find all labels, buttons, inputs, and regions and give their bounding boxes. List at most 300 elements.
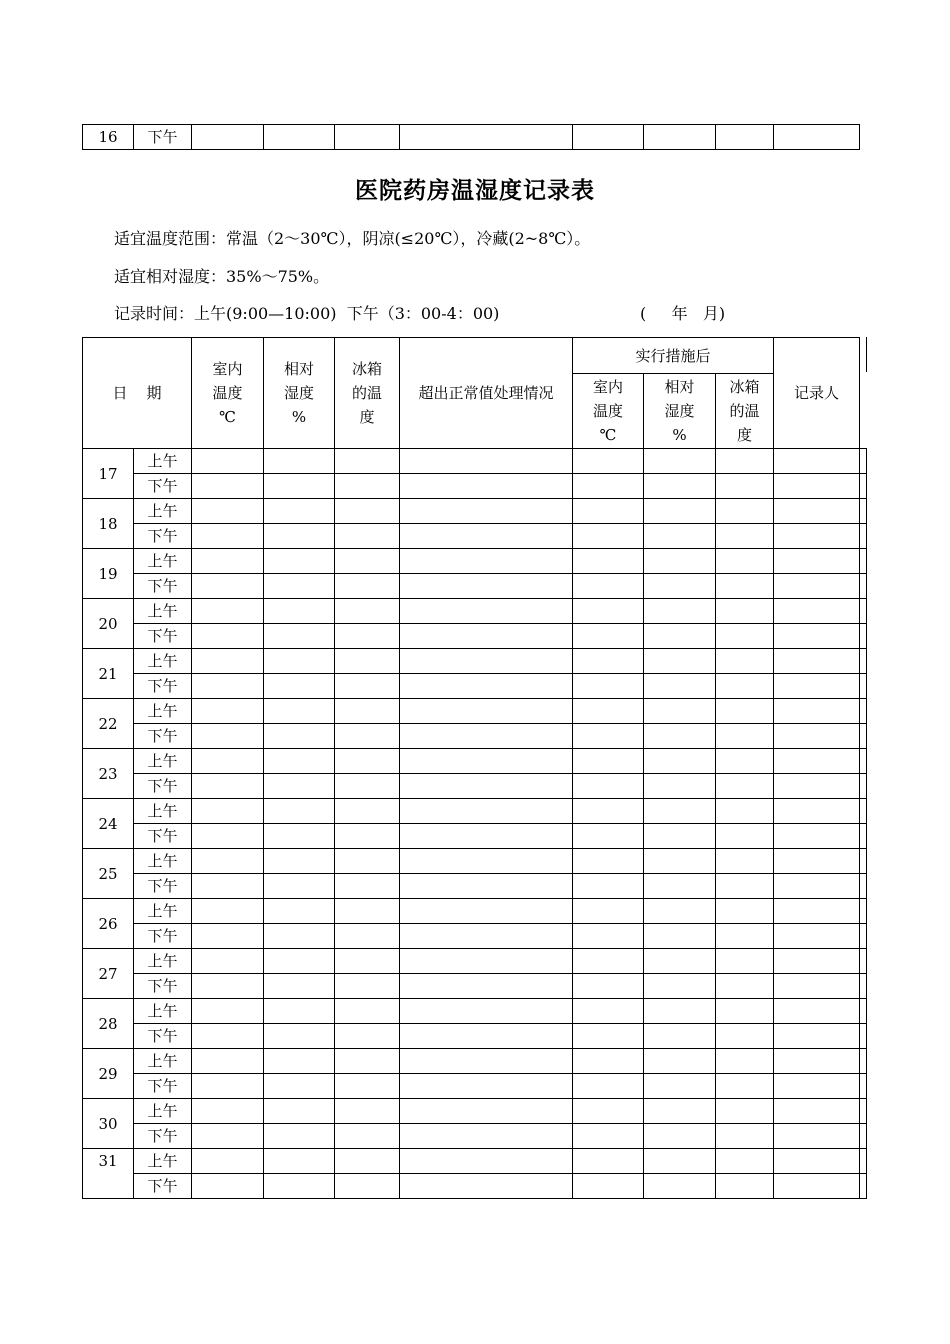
- empty-cell[interactable]: [192, 549, 264, 574]
- empty-cell[interactable]: [644, 849, 716, 874]
- empty-cell[interactable]: [774, 524, 860, 549]
- empty-cell[interactable]: [192, 699, 264, 724]
- empty-cell[interactable]: [335, 774, 400, 799]
- header-row: [83, 338, 860, 374]
- empty-cell[interactable]: [774, 549, 860, 574]
- rule-stub: [859, 1048, 867, 1049]
- day-cell: 16: [83, 125, 134, 150]
- empty-cell[interactable]: [716, 799, 774, 824]
- recorder-header: 记录人: [774, 338, 860, 449]
- empty-cell[interactable]: [264, 125, 335, 150]
- empty-cell[interactable]: [400, 549, 573, 574]
- day-cell: 29: [83, 1049, 134, 1099]
- rule-stub: [859, 1123, 867, 1124]
- empty-cell[interactable]: [644, 1074, 716, 1099]
- period-cell: 下午: [134, 1174, 192, 1199]
- empty-cell[interactable]: [716, 874, 774, 899]
- header-line: 相对: [664, 378, 695, 396]
- empty-cell[interactable]: [400, 524, 573, 549]
- empty-cell[interactable]: [192, 1174, 264, 1199]
- empty-cell[interactable]: [264, 699, 335, 724]
- period-cell: 下午: [134, 125, 192, 150]
- empty-cell[interactable]: [774, 1074, 860, 1099]
- empty-cell[interactable]: [774, 1149, 860, 1174]
- empty-cell[interactable]: [644, 974, 716, 999]
- empty-cell[interactable]: [335, 449, 400, 474]
- empty-cell[interactable]: [335, 749, 400, 774]
- empty-cell[interactable]: [192, 474, 264, 499]
- period-cell: 下午: [134, 474, 192, 499]
- table-row: [83, 699, 860, 724]
- table-row: [83, 899, 860, 924]
- period-cell: 上午: [134, 449, 192, 474]
- empty-cell[interactable]: [716, 599, 774, 624]
- empty-cell[interactable]: [335, 574, 400, 599]
- empty-cell[interactable]: [774, 1099, 860, 1124]
- empty-cell[interactable]: [264, 724, 335, 749]
- empty-cell[interactable]: [716, 824, 774, 849]
- empty-cell[interactable]: [264, 874, 335, 899]
- empty-cell[interactable]: [573, 1049, 644, 1074]
- empty-cell[interactable]: [716, 524, 774, 549]
- empty-cell[interactable]: [400, 499, 573, 524]
- empty-cell[interactable]: [644, 924, 716, 949]
- empty-cell[interactable]: [192, 874, 264, 899]
- empty-cell[interactable]: [192, 624, 264, 649]
- empty-cell[interactable]: [573, 774, 644, 799]
- empty-cell[interactable]: [264, 599, 335, 624]
- empty-cell[interactable]: [644, 649, 716, 674]
- empty-cell[interactable]: [644, 474, 716, 499]
- empty-cell[interactable]: [573, 824, 644, 849]
- empty-cell[interactable]: [644, 1024, 716, 1049]
- empty-cell[interactable]: [264, 474, 335, 499]
- empty-cell[interactable]: [335, 1049, 400, 1074]
- table-row: [83, 749, 860, 774]
- empty-cell[interactable]: [573, 1099, 644, 1124]
- empty-cell[interactable]: [774, 474, 860, 499]
- empty-cell[interactable]: [573, 899, 644, 924]
- empty-cell[interactable]: [264, 549, 335, 574]
- empty-cell[interactable]: [573, 649, 644, 674]
- empty-cell[interactable]: [335, 874, 400, 899]
- empty-cell[interactable]: [573, 874, 644, 899]
- empty-cell[interactable]: [400, 949, 573, 974]
- rule-stub: [859, 1148, 867, 1149]
- empty-cell[interactable]: [335, 524, 400, 549]
- empty-cell[interactable]: [774, 874, 860, 899]
- empty-cell[interactable]: [264, 574, 335, 599]
- empty-cell[interactable]: [335, 624, 400, 649]
- day-cell: 31: [83, 1149, 134, 1199]
- empty-cell[interactable]: [716, 724, 774, 749]
- day-cell: 24: [83, 799, 134, 849]
- empty-cell[interactable]: [192, 899, 264, 924]
- day-cell: 19: [83, 549, 134, 599]
- empty-cell[interactable]: [400, 849, 573, 874]
- empty-cell[interactable]: [335, 1174, 400, 1199]
- empty-cell[interactable]: [716, 949, 774, 974]
- day-cell: 21: [83, 649, 134, 699]
- empty-cell[interactable]: [573, 125, 644, 150]
- empty-cell[interactable]: [644, 999, 716, 1024]
- empty-cell[interactable]: [644, 749, 716, 774]
- empty-cell[interactable]: [644, 524, 716, 549]
- empty-cell[interactable]: [335, 699, 400, 724]
- empty-cell[interactable]: [264, 1024, 335, 1049]
- empty-cell[interactable]: [774, 499, 860, 524]
- empty-cell[interactable]: [400, 1049, 573, 1074]
- empty-cell[interactable]: [264, 774, 335, 799]
- empty-cell[interactable]: [774, 974, 860, 999]
- empty-cell[interactable]: [192, 849, 264, 874]
- empty-cell[interactable]: [774, 599, 860, 624]
- empty-cell[interactable]: [573, 499, 644, 524]
- empty-cell[interactable]: [335, 899, 400, 924]
- empty-cell[interactable]: [774, 899, 860, 924]
- empty-cell[interactable]: [716, 1099, 774, 1124]
- empty-cell[interactable]: [264, 899, 335, 924]
- empty-cell[interactable]: [192, 449, 264, 474]
- after-fridge-temp-header: [716, 374, 774, 449]
- empty-cell[interactable]: [774, 949, 860, 974]
- empty-cell[interactable]: [573, 699, 644, 724]
- empty-cell[interactable]: [573, 949, 644, 974]
- empty-cell[interactable]: [264, 824, 335, 849]
- empty-cell[interactable]: [774, 1024, 860, 1049]
- empty-cell[interactable]: [335, 474, 400, 499]
- empty-cell[interactable]: [192, 974, 264, 999]
- empty-cell[interactable]: [644, 1149, 716, 1174]
- empty-cell[interactable]: [774, 924, 860, 949]
- empty-cell[interactable]: [573, 999, 644, 1024]
- empty-cell[interactable]: [774, 624, 860, 649]
- empty-cell[interactable]: [264, 849, 335, 874]
- empty-cell[interactable]: [716, 125, 774, 150]
- empty-cell[interactable]: [716, 924, 774, 949]
- empty-cell[interactable]: [716, 1074, 774, 1099]
- rule-stub: [859, 1073, 867, 1074]
- table-row: [83, 999, 860, 1024]
- period-cell: 下午: [134, 874, 192, 899]
- empty-cell[interactable]: [644, 724, 716, 749]
- empty-cell[interactable]: [716, 899, 774, 924]
- empty-cell[interactable]: [774, 649, 860, 674]
- empty-cell[interactable]: [644, 125, 716, 150]
- empty-cell[interactable]: [573, 624, 644, 649]
- empty-cell[interactable]: [573, 799, 644, 824]
- empty-cell[interactable]: [264, 1149, 335, 1174]
- empty-cell[interactable]: [192, 999, 264, 1024]
- empty-cell[interactable]: [335, 949, 400, 974]
- empty-cell[interactable]: [400, 774, 573, 799]
- empty-cell[interactable]: [774, 824, 860, 849]
- empty-cell[interactable]: [774, 1124, 860, 1149]
- empty-cell[interactable]: [716, 699, 774, 724]
- empty-cell[interactable]: [774, 799, 860, 824]
- empty-cell[interactable]: [264, 624, 335, 649]
- empty-cell[interactable]: [335, 824, 400, 849]
- empty-cell[interactable]: [774, 699, 860, 724]
- empty-cell[interactable]: [716, 1149, 774, 1174]
- empty-cell[interactable]: [774, 1174, 860, 1199]
- empty-cell[interactable]: [644, 699, 716, 724]
- empty-cell[interactable]: [573, 924, 644, 949]
- empty-cell[interactable]: [192, 649, 264, 674]
- empty-cell[interactable]: [716, 674, 774, 699]
- empty-cell[interactable]: [264, 949, 335, 974]
- empty-cell[interactable]: [400, 125, 573, 150]
- empty-cell[interactable]: [335, 724, 400, 749]
- date-header: 日 期: [83, 338, 192, 449]
- empty-cell[interactable]: [716, 474, 774, 499]
- empty-cell[interactable]: [400, 1124, 573, 1149]
- empty-cell[interactable]: [716, 499, 774, 524]
- empty-cell[interactable]: [264, 1174, 335, 1199]
- empty-cell[interactable]: [400, 899, 573, 924]
- empty-cell[interactable]: [264, 1099, 335, 1124]
- empty-cell[interactable]: [192, 499, 264, 524]
- empty-cell[interactable]: [192, 799, 264, 824]
- rule-stub: [859, 973, 867, 974]
- empty-cell[interactable]: [335, 799, 400, 824]
- empty-cell[interactable]: [264, 1074, 335, 1099]
- empty-cell[interactable]: [573, 1024, 644, 1049]
- empty-cell[interactable]: [400, 749, 573, 774]
- empty-cell[interactable]: [774, 449, 860, 474]
- empty-cell[interactable]: [716, 1024, 774, 1049]
- empty-cell[interactable]: [644, 949, 716, 974]
- empty-cell[interactable]: [716, 649, 774, 674]
- empty-cell[interactable]: [774, 574, 860, 599]
- empty-cell[interactable]: [335, 549, 400, 574]
- empty-cell[interactable]: [400, 1149, 573, 1174]
- empty-cell[interactable]: [573, 674, 644, 699]
- empty-cell[interactable]: [644, 774, 716, 799]
- empty-cell[interactable]: [716, 974, 774, 999]
- empty-cell[interactable]: [774, 774, 860, 799]
- empty-cell[interactable]: [716, 774, 774, 799]
- empty-cell[interactable]: [573, 974, 644, 999]
- empty-cell[interactable]: [335, 999, 400, 1024]
- empty-cell[interactable]: [400, 974, 573, 999]
- empty-cell[interactable]: [264, 1124, 335, 1149]
- empty-cell[interactable]: [335, 1149, 400, 1174]
- empty-cell[interactable]: [644, 549, 716, 574]
- empty-cell[interactable]: [644, 499, 716, 524]
- empty-cell[interactable]: [644, 874, 716, 899]
- empty-cell[interactable]: [192, 724, 264, 749]
- humidity-range-text: 适宜相对湿度：35%～75%。: [114, 267, 330, 286]
- empty-cell[interactable]: [644, 1124, 716, 1149]
- empty-cell[interactable]: [716, 574, 774, 599]
- empty-cell[interactable]: [716, 1124, 774, 1149]
- empty-cell[interactable]: [192, 824, 264, 849]
- header-line: 的温: [352, 384, 383, 402]
- empty-cell[interactable]: [192, 674, 264, 699]
- empty-cell[interactable]: [573, 1124, 644, 1149]
- empty-cell[interactable]: [400, 1024, 573, 1049]
- empty-cell[interactable]: [573, 474, 644, 499]
- empty-cell[interactable]: [774, 749, 860, 774]
- rule-stub: [859, 798, 867, 799]
- rule-stub: [859, 723, 867, 724]
- empty-cell[interactable]: [400, 799, 573, 824]
- empty-cell[interactable]: [573, 1149, 644, 1174]
- fridge-temp-header: [335, 338, 400, 449]
- empty-cell[interactable]: [573, 749, 644, 774]
- empty-cell[interactable]: [335, 499, 400, 524]
- empty-cell[interactable]: [400, 624, 573, 649]
- empty-cell[interactable]: [716, 849, 774, 874]
- empty-cell[interactable]: [335, 849, 400, 874]
- empty-cell[interactable]: [400, 699, 573, 724]
- empty-cell[interactable]: [573, 599, 644, 624]
- empty-cell[interactable]: [400, 1099, 573, 1124]
- empty-cell[interactable]: [335, 1074, 400, 1099]
- empty-cell[interactable]: [400, 924, 573, 949]
- day-cell: 17: [83, 449, 134, 499]
- rule-stub: [859, 673, 867, 674]
- table-row: [83, 1024, 860, 1049]
- empty-cell[interactable]: [716, 1049, 774, 1074]
- empty-cell[interactable]: [400, 1174, 573, 1199]
- period-cell: 下午: [134, 774, 192, 799]
- empty-cell[interactable]: [335, 674, 400, 699]
- empty-cell[interactable]: [716, 1174, 774, 1199]
- empty-cell[interactable]: [335, 599, 400, 624]
- empty-cell[interactable]: [335, 125, 400, 150]
- empty-cell[interactable]: [774, 674, 860, 699]
- page-title: 医院药房温湿度记录表: [355, 177, 595, 204]
- empty-cell[interactable]: [192, 1149, 264, 1174]
- empty-cell[interactable]: [400, 824, 573, 849]
- indoor-temp-header: [192, 338, 264, 449]
- header-line: ℃: [219, 408, 236, 426]
- rule-stub: [859, 1098, 867, 1099]
- empty-cell[interactable]: [716, 449, 774, 474]
- rule-stub: [859, 923, 867, 924]
- empty-cell[interactable]: [400, 874, 573, 899]
- empty-cell[interactable]: [192, 949, 264, 974]
- empty-cell[interactable]: [644, 574, 716, 599]
- empty-cell[interactable]: [644, 1049, 716, 1074]
- empty-cell[interactable]: [644, 599, 716, 624]
- empty-cell[interactable]: [335, 974, 400, 999]
- empty-cell[interactable]: [192, 1074, 264, 1099]
- empty-cell[interactable]: [335, 1124, 400, 1149]
- empty-cell[interactable]: [573, 1174, 644, 1199]
- empty-cell[interactable]: [774, 1049, 860, 1074]
- empty-cell[interactable]: [644, 1099, 716, 1124]
- empty-cell[interactable]: [400, 449, 573, 474]
- empty-cell[interactable]: [335, 649, 400, 674]
- empty-cell[interactable]: [573, 724, 644, 749]
- empty-cell[interactable]: [192, 524, 264, 549]
- table-row: [83, 974, 860, 999]
- empty-cell[interactable]: [400, 649, 573, 674]
- empty-cell[interactable]: [644, 1174, 716, 1199]
- empty-cell[interactable]: [192, 924, 264, 949]
- table-row: [83, 499, 860, 524]
- empty-cell[interactable]: [644, 674, 716, 699]
- empty-cell[interactable]: [192, 1099, 264, 1124]
- empty-cell[interactable]: [644, 899, 716, 924]
- empty-cell[interactable]: [264, 499, 335, 524]
- empty-cell[interactable]: [192, 125, 264, 150]
- empty-cell[interactable]: [716, 749, 774, 774]
- empty-cell[interactable]: [264, 674, 335, 699]
- empty-cell[interactable]: [774, 999, 860, 1024]
- empty-cell[interactable]: [192, 574, 264, 599]
- empty-cell[interactable]: [264, 999, 335, 1024]
- empty-cell[interactable]: [644, 824, 716, 849]
- empty-cell[interactable]: [400, 474, 573, 499]
- empty-cell[interactable]: [716, 624, 774, 649]
- empty-cell[interactable]: [400, 724, 573, 749]
- empty-cell[interactable]: [264, 449, 335, 474]
- empty-cell[interactable]: [644, 624, 716, 649]
- empty-cell[interactable]: [716, 999, 774, 1024]
- table-row: [83, 524, 860, 549]
- empty-cell[interactable]: [644, 449, 716, 474]
- period-cell: 上午: [134, 549, 192, 574]
- empty-cell[interactable]: [573, 449, 644, 474]
- empty-cell[interactable]: [573, 849, 644, 874]
- empty-cell[interactable]: [264, 799, 335, 824]
- period-cell: 下午: [134, 574, 192, 599]
- period-cell: 上午: [134, 949, 192, 974]
- empty-cell[interactable]: [264, 924, 335, 949]
- table-row: [83, 549, 860, 574]
- empty-cell[interactable]: [264, 974, 335, 999]
- empty-cell[interactable]: [192, 1049, 264, 1074]
- empty-cell[interactable]: [400, 574, 573, 599]
- empty-cell[interactable]: [774, 125, 860, 150]
- empty-cell[interactable]: [264, 649, 335, 674]
- empty-cell[interactable]: [573, 524, 644, 549]
- empty-cell[interactable]: [192, 1024, 264, 1049]
- empty-cell[interactable]: [400, 999, 573, 1024]
- header-line: 度: [737, 426, 753, 444]
- empty-cell[interactable]: [774, 849, 860, 874]
- empty-cell[interactable]: [335, 1024, 400, 1049]
- empty-cell[interactable]: [264, 1049, 335, 1074]
- empty-cell[interactable]: [573, 574, 644, 599]
- rule-stub: [859, 598, 867, 599]
- empty-cell[interactable]: [335, 924, 400, 949]
- empty-cell[interactable]: [192, 749, 264, 774]
- empty-cell[interactable]: [192, 1124, 264, 1149]
- empty-cell[interactable]: [400, 674, 573, 699]
- empty-cell[interactable]: [264, 524, 335, 549]
- empty-cell[interactable]: [400, 1074, 573, 1099]
- table-row: [83, 849, 860, 874]
- empty-cell[interactable]: [716, 549, 774, 574]
- empty-cell[interactable]: [192, 599, 264, 624]
- table-row: [83, 449, 860, 474]
- empty-cell[interactable]: [774, 724, 860, 749]
- empty-cell[interactable]: [400, 599, 573, 624]
- empty-cell[interactable]: [335, 1099, 400, 1124]
- empty-cell[interactable]: [264, 749, 335, 774]
- empty-cell[interactable]: [192, 774, 264, 799]
- record-rows: [83, 449, 860, 1199]
- empty-cell[interactable]: [573, 1074, 644, 1099]
- empty-cell[interactable]: [573, 549, 644, 574]
- empty-cell[interactable]: [644, 799, 716, 824]
- rule-stub: [859, 773, 867, 774]
